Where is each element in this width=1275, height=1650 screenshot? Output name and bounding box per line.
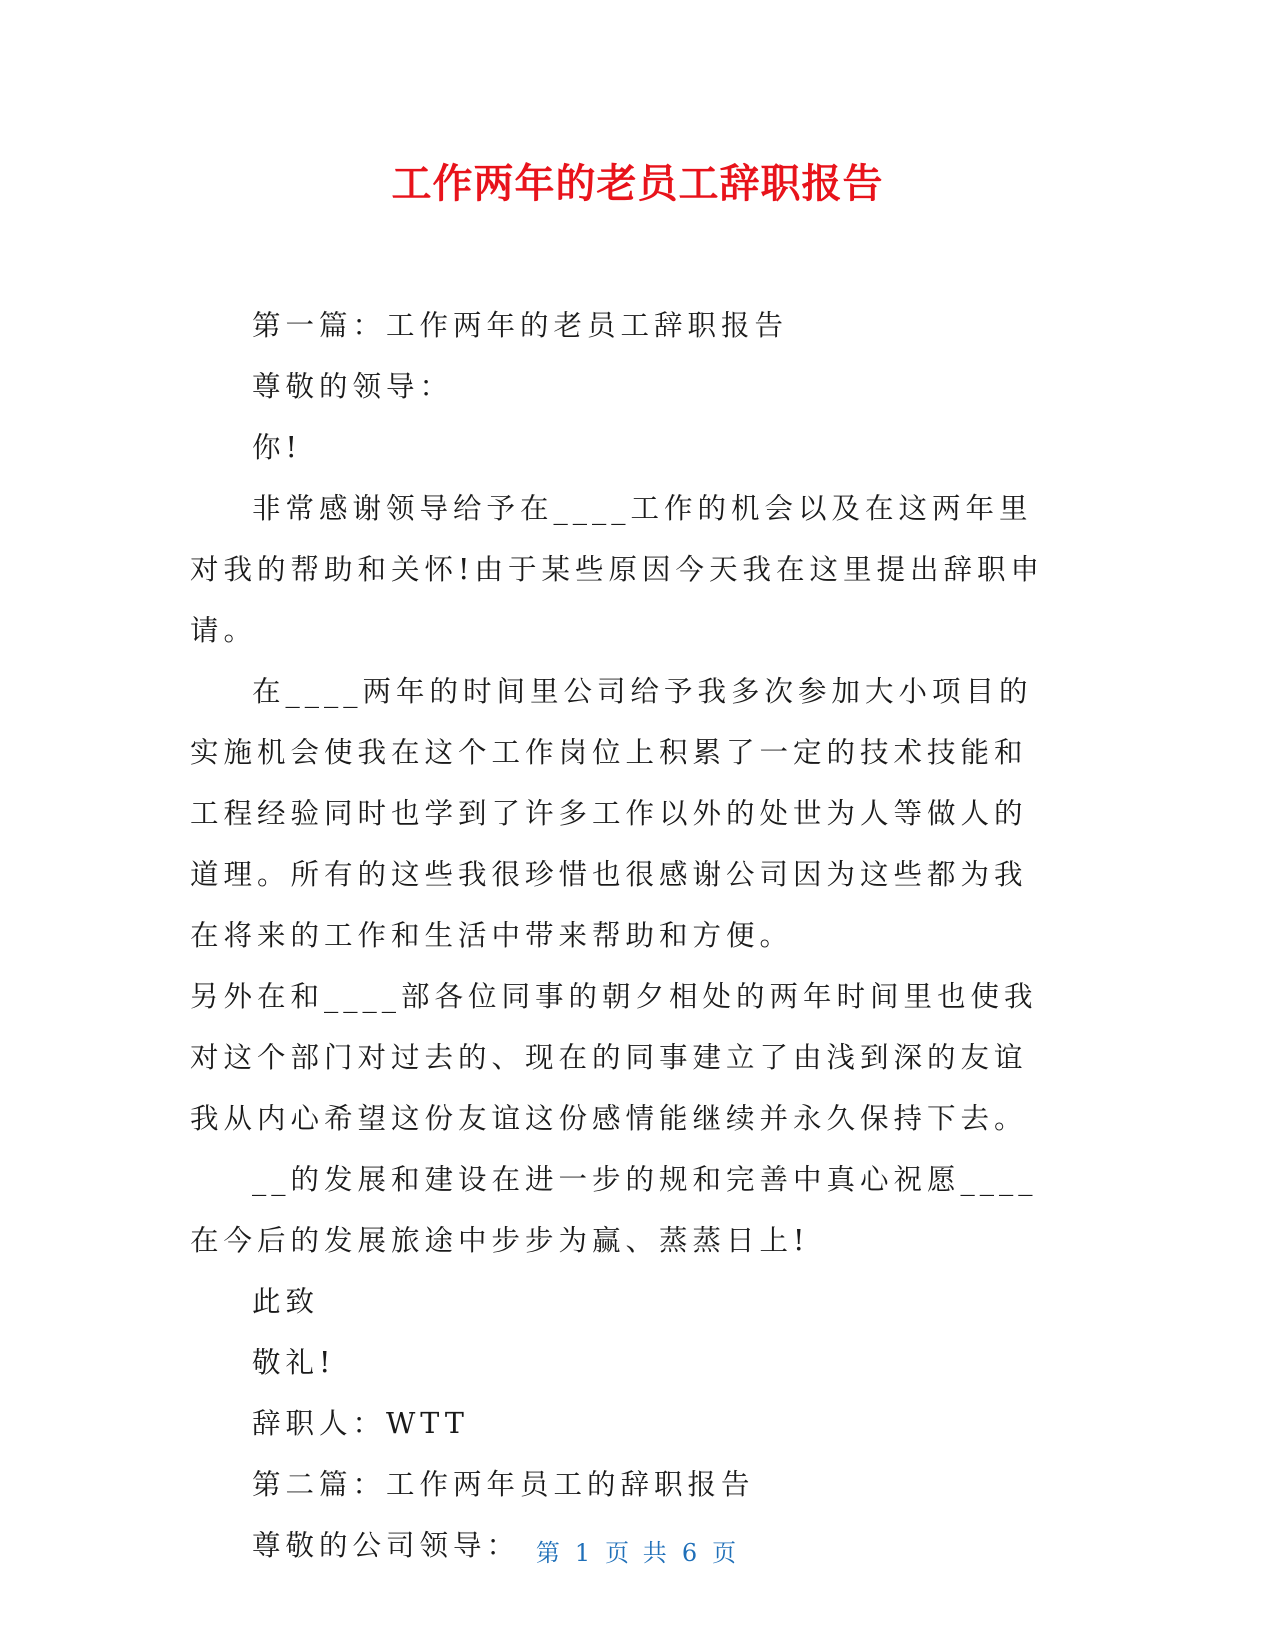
document-title: 工作两年的老员工辞职报告 xyxy=(391,161,884,207)
footer-total-pages: 6 xyxy=(681,1539,701,1567)
paragraph: 在____两年的时间里公司给予我多次参加大小项目的实施机会使我在这个工作岗位上积累了一定的技术技能和工程经验同时也学到了许多工作以外的处世为人等做人的道理。所有的这些我很珍惜也很感谢公司因为这些都为我在将来的工作和生活中带来帮助和方便。 xyxy=(190,675,1033,952)
paragraph: 此致 xyxy=(252,1285,320,1318)
paragraph: 第一篇：工作两年的老员工辞职报告 xyxy=(252,309,789,342)
page-footer xyxy=(0,1538,1275,1568)
paragraph: __的发展和建设在进一步的规和完善中真心祝愿____在今后的发展旅途中步步为赢、蒸蒸日上! xyxy=(190,1163,1038,1257)
paragraph: 非常感谢领导给予在____工作的机会以及在这两年里对我的帮助和关怀!由于某些原因今天我在这里提出辞职申请。 xyxy=(190,492,1044,647)
paragraph: 第二篇：工作两年员工的辞职报告 xyxy=(252,1468,755,1501)
paragraph: 你! xyxy=(252,431,302,464)
footer-current-page: 1 xyxy=(574,1539,594,1567)
paragraph: 尊敬的公司领导： xyxy=(252,1529,521,1562)
footer-suffix: 页 xyxy=(712,1539,740,1567)
paragraph: 辞职人：WTT xyxy=(252,1407,469,1440)
footer-prefix: 第 xyxy=(535,1539,563,1567)
paragraph: 另外在和____部各位同事的朝夕相处的两年时间里也使我对这个部门对过去的、现在的同事建立了由浅到深的友谊我从内心希望这份友谊这份感情能继续并永久保持下去。 xyxy=(190,980,1038,1135)
paragraph: 尊敬的领导： xyxy=(252,370,454,403)
document-body xyxy=(190,295,1060,1576)
footer-middle: 页 共 xyxy=(605,1539,670,1567)
paragraph: 敬礼! xyxy=(252,1346,336,1379)
